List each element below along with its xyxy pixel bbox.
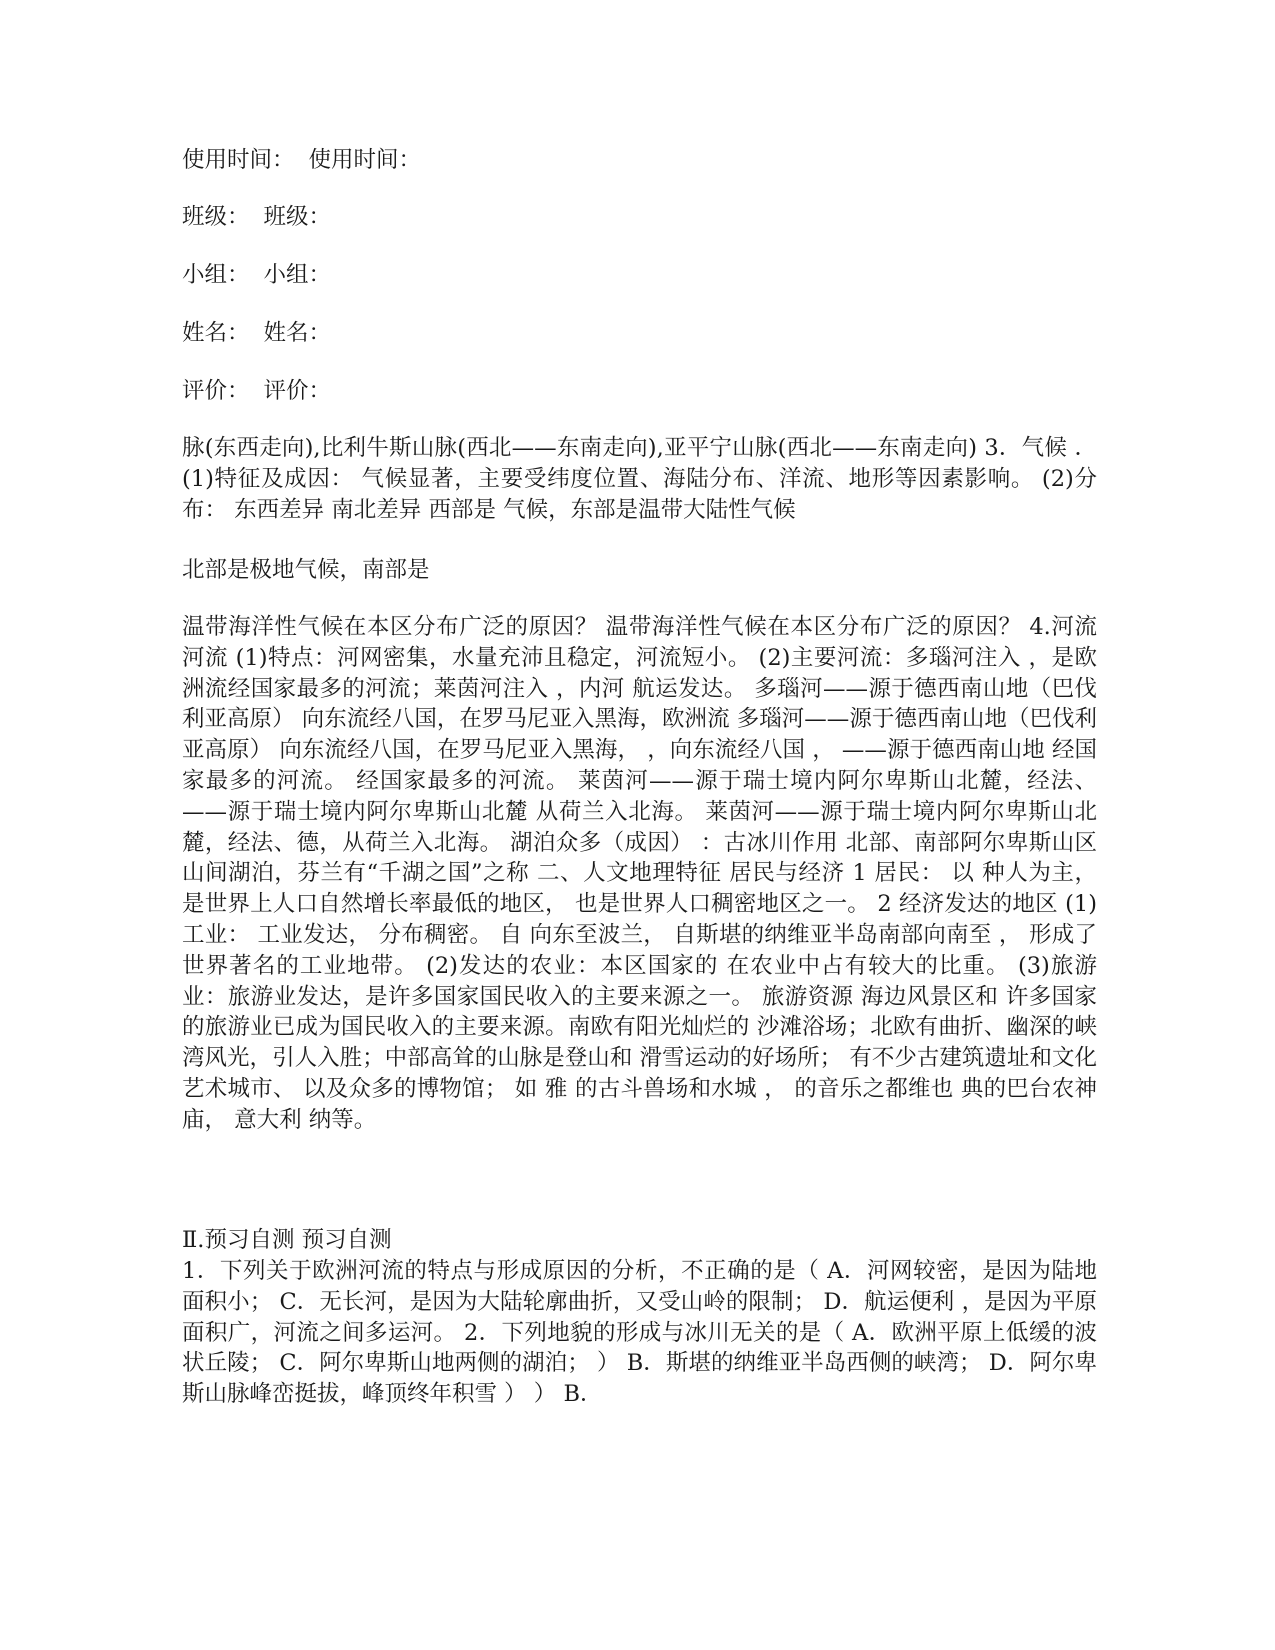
- use-time-line: [182, 145, 421, 175]
- use-time-label: 使用时间：: [182, 147, 295, 173]
- name-label: 姓名：: [182, 320, 250, 346]
- group-line: [182, 260, 331, 290]
- group-label: 小组：: [182, 262, 250, 288]
- evaluation-label: 评价：: [182, 378, 250, 404]
- name-line: [182, 318, 331, 348]
- class-line: [182, 202, 331, 232]
- class-value: 班级：: [263, 204, 332, 230]
- climate-paragraph: 脉(东西走向),比利牛斯山脉(西北——东南走向),亚平宁山脉(西北——东南走向) 3．气候 ． (1)特征及成因： 气候显著，主要受纬度位置、海陆分布、洋流、地形等因素影响。 (2)分布： 东西差异 南北差异 西部是 气候，东部是温带大陆性气候: [182, 435, 1097, 523]
- class-label: 班级：: [182, 204, 250, 230]
- rivers-economy-paragraph: 温带海洋性气候在本区分布广泛的原因？ 温带海洋性气候在本区分布广泛的原因？ 4.河流 河流 (1)特点：河网密集，水量充沛且稳定，河流短小。 (2)主要河流：多瑙河注入 ，是欧洲流经国家最多的河流；莱茵河注入 ，内河 航运发达。 多瑙河——源于德西南山地（巴伐利亚高原） 向东流经八国，在罗马尼亚入黑海，欧洲流 多瑙河——源于德西南山地（巴伐利亚高原） 向东流经八国，在罗马尼亚入黑海， ，向东流经八国 ， ——源于德西南山地 经国家最多的河流。 经国家最多的河流。 莱茵河——源于瑞士境内阿尔卑斯山北麓，经法、 ——源于瑞士境内阿尔卑斯山北麓 从荷兰入北海。 莱茵河——源于瑞士境内阿尔卑斯山北麓，经法、德，从荷兰入北海。 湖泊众多（成因） ：古冰川作用 北部、南部阿尔卑斯山区山间湖泊，芬兰有“千湖之国”之称 二、人文地理特征 居民与经济 1 居民： 以 种人为主， 是世界上人口自然增长率最低的地区， 也是世界人口稠密地区之一。 2 经济发达的地区 (1)工业： 工业发达， 分布稠密。 自 向东至波兰， 自斯堪的纳维亚半岛南部向南至 ， 形成了世界著名的工业地带。 (2)发达的农业：本区国家的 在农业中占有较大的比重。 (3)旅游业：旅游业发达，是许多国家国民收入的主要来源之一。 旅游资源 海边风景区和 许多国家的旅游业已成为国民收入的主要来源。南欧有阳光灿烂的 沙滩浴场；北欧有曲折、幽深的峡湾风光，引人入胜；中部高耸的山脉是登山和 滑雪运动的好场所； 有不少古建筑遗址和文化艺术城市、 以及众多的博物馆； 如 雅 的古斗兽场和水城 ， 的音乐之都维也 典的巴台农神庙， 意大利 纳等。: [182, 614, 1097, 1133]
- evaluation-line: [182, 376, 331, 406]
- evaluation-value: 评价：: [263, 378, 332, 404]
- climate-distribution-line: 北部是极地气候，南部是: [182, 557, 430, 583]
- use-time-value: 使用时间：: [308, 147, 422, 173]
- group-value: 小组：: [263, 262, 332, 288]
- name-value: 姓名：: [263, 320, 332, 346]
- section-title: Ⅱ.预习自测 预习自测: [182, 1227, 392, 1253]
- quiz-paragraph: 1．下列关于欧洲河流的特点与形成原因的分析，不正确的是（ A．河网较密，是因为陆地面积小； C．无长河，是因为大陆轮廓曲折，又受山岭的限制； D．航运便利 ，是因为平原面积广，河流之间多运河。 2．下列地貌的形成与冰川无关的是（ A．欧洲平原上低缓的波状丘陵； C．阿尔卑斯山地两侧的湖泊； ） B．斯堪的纳维亚半岛西侧的峡湾； D．阿尔卑斯山脉峰峦挺拔，峰顶终年积雪 ） ） B．: [182, 1258, 1097, 1408]
